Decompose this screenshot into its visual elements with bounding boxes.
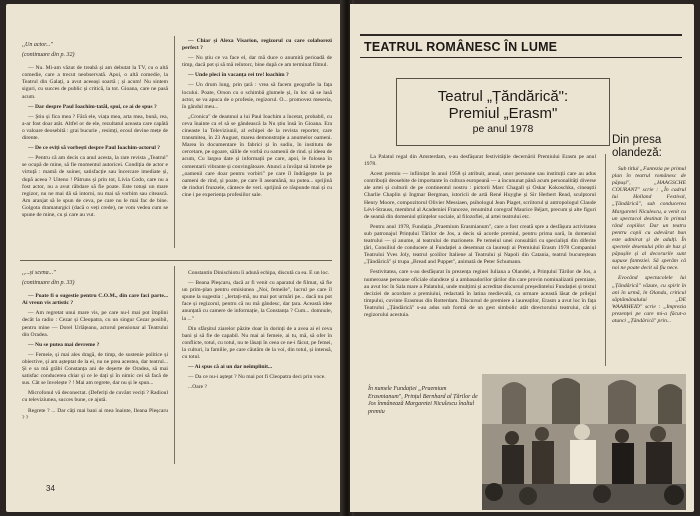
title-line-3: pe anul 1978 <box>472 123 534 135</box>
right-page <box>350 4 694 512</box>
article-title <box>410 88 596 136</box>
award-ceremony-photo <box>482 374 686 510</box>
paragraph: Evocând spectacolele lui „Țăndărică" văzute, cu spirit în ani în urmă, în Olanda, criticul săptămânalului „DE WAARHEID" scrie : „Imprezia prezenței pe care mi-a făcut-o atunci „Țăndărică" prin... <box>612 275 686 324</box>
paragraph: — Pentru că am decis ca anul acesta, la rare revista „Teatrul" se ocupă de mine, să fie momentul autoricei. Condiția de actor e virtuță : mamă de suiner, satisfacție sau încercare imediate și, după aceea ? Uiteno ! Pătruns și prin tot, Livia Codo, care nu a fost actor, nu a avut răbdare să fie poate. Este totuși un mare regizor, nu ne mai dă să intorni, nu mai să vorbim sau citească. Am aranjat să le spun de ceva, pe care nu le mai fac de bine. Golgota dramaturgici (dacă o veți crede), ne vom vedea cum se spune de mine, cu și care au vut. <box>22 155 168 218</box>
article-body <box>364 154 596 322</box>
paragraph: Din sfârșitul ziarelor păzite doar în dorinți de a avea ai el ceva bani și să fie de capabil. Nu mai ai femeie, ai tu, mă, să ofer în conflicte, totul, cu totul, nu te lăsați în ceea ce ne-i făcut, pe femei, la culturi, la familie, pe care căutăm de la voi, din totul, și intensă, cu totul. <box>182 325 332 361</box>
article-actor-col2 <box>182 38 332 202</box>
paragraph: Sub titlul „Fantezia pe primul plan în teatrul românesc de păpuși", „HAAGSCHE COURANT" scrie : „În cadrul lui Holland Festival, „Țăndărică", sub conducerea Margaretei Niculescu, a venit cu un spectacol destinat în primul rând copiilor. Dar un teatru pentru copii cu adevărat bun este admirat și de adulți. În spectele desenului plin de haz și păpușile și al decorurile sunt supuse fanteziei. Să sperăm că noi ne poate decit să fiu nece. <box>612 166 686 272</box>
photo-caption: În numele Fundației „Praemium Erasmianum", Prințul Bernhard al Țărilor de Jos înmânează Margaretei Niculescu înaltul premiu <box>368 386 478 415</box>
question: — Ai spus că ai un dar neîmplinit... <box>188 364 273 371</box>
paragraph: — Am regretat unui mare vis, pe care nu-l mai pot împlini decât la radio : Cezar și Cleopatra, cu un singur Cezar posibil, pentru mine — Dorel Urlățeanu, actorul pensionar al Teatrului din Oradea. <box>22 310 168 338</box>
paragraph: — Beana Pleșcaru, dacă ar fi venit cu aparatul de filmat, să fie un prim-plan pentru emisiunea „Noi, femeile", lucrul pe care îl spune la sugestia : „Iertați-mă, nu mai pot urmări pe... dacă nu pot face și regizorul, pentru că nu mă gândesc, dar țara. Această idee anunțată cu camere de informație, la Constanța ? Cum... domnule, la ..." <box>182 280 332 322</box>
banner-rule <box>360 34 682 36</box>
question: — Poate fi o sugestie pentru C.O.M., din care faci parte... Ai vreun vis artistic ? <box>22 293 168 307</box>
question: — De ce eviți să vorbești despre Paul Ioachim-actorul ? <box>28 145 161 152</box>
paragraph: Microfonul vă deconectat. (Deferiți de cuvânt veciți ? Radioul cu televiziunea, succes bune, ce ajută. <box>22 390 168 404</box>
paragraph: Festivitatea, care s-au desfășurat în prezența reginei Iuliana a Olandei, a Prințului Tărilor de Jos, a numeroase persoane oficiale olandeze și a ambasadorilor țărilor din care provin nominalizatii premiate, au avut loc în Sala mare a Palatului, unde mulțimi și acreditat discursul președintelui Fundației și textul deciziei de acordare a premiului, redactată în latina medievală, ca urmare această lăsat de prilejul timpului, cuvinte Erasmus din Rotterdam. Discursul de premiere a laureaților, Erasm a avut loc în fața Teatrului „Țăndărică" s-au adus sub formă de un gest simbolic atât directorului teatrului, cât și regizorului acestuia. <box>364 269 596 318</box>
section-banner: TEATRUL ROMÂNESC ÎN LUME <box>364 40 558 54</box>
paragraph: Constantin Dinischiotu îi adună echipa, discută ca ea. E un loc. <box>188 270 330 276</box>
sidebar-heading: Din presa olandeză: <box>612 134 662 159</box>
question: — Chiar și Alexa Visarion, regizorul cu care colaborezi perfect ? <box>182 38 332 52</box>
sidebar-body <box>612 166 686 328</box>
paragraph: — Un drum lung, prin țară : vrea să facem geografie la fața locului. Poate, Orson cu o schimbă glumele și, în loc să se lasă actor, se va apuca de o profesie, regizorul. O... promovez meseria, în gândul meu... <box>182 82 332 110</box>
continued-note: (continuare din p. 32) <box>22 52 75 59</box>
column-divider <box>605 154 606 366</box>
kicker: ,,...și scena..." <box>22 270 56 276</box>
section-divider <box>20 260 332 261</box>
paragraph: — Da ce nu-i aștept ? Nu mai pot fi Cleopatra deci prin voce. <box>188 374 326 381</box>
paragraph: — Nu știu ce va face el, dar mă duce o anumită perioadă de timp, dacă pot și să mă reîntorc, bine după ce am terminat filmul. <box>182 55 332 69</box>
paragraph: La Palatul regal din Amsterdam, s-au desfășurat festivitățile decernării Premiului Erasm pe anul 1978. <box>364 154 596 168</box>
kicker: ,,Un actor..." <box>22 42 53 48</box>
paragraph: „Cronica" de deamnul a lui Paul Ioachim a încetat, probabil, cu ceva înainte ca el să se gândească la Nu știu însă în Gioana. Era cineaste la Televiziunii, al echipei de la revista reporter, care transmitea, în 23 August, marea demonstrație a anumelor oameni. Marea în documentare în fabrici și în sudiu, în institutu de cercetare, pe ogoare, sălile de vorbă cu oamenii de rind. și ideea de acum, Cu largea date și informații pe care, apoi, le folosea în comentarii vibrante și convingătoare. Atunci a învățat să întrebe pe „oamenii care doar pentru vorbiri" pe care îl îndrăgește la pe oameni de rind, și poate, pe care îl aseamănă, nu putea... sprijină de rinduri frunzele, cântece de veri. sprijină ce răspunde mai și cu cine i pe experiența profesiilor sale. <box>182 113 332 198</box>
paragraph: — Știu și fica mea ? Fără ele, viața mea, arta mea, bună, rea, a-ar fost doar atât. Altfel or de ele, rezultatul aceasta care capătă o valoare deosebită : grai bucurie , resimți, ecoul devine mețe de dirente. <box>22 113 168 142</box>
paragraph: — Nu. Mi-am vâzut de treabă și am debutat la TV, cu o altă comedie, care a trecut neobservată. Apoi, o altă comedie, la Teatrul din Galați, a avut aceeași soartă ; și acum! Nu sintem siguri, cu succes de public și critică, la tot. Gioana, care ne pasă acum. <box>22 65 168 100</box>
question: — Nu se putea mai devreme ? <box>28 341 100 348</box>
paragraph: Pentru anul 1978, Fundația „Praemium Erasmianum", care a fost creată spre a desfășura activitatea sub patronajul Prințului Tărilor de Jos, a decis să acorde premiul, pentru prima oară, în domeniul teatrului — și anume, al teatrului de marionete. Pe temeiul unei consultări cu specialiști din diferite țări, Consiliul de conducere al Fundației a desemnat ca laureați ai Premiului Erasm 1978 Companiul Teatrului Yves Joly, teatrul școlilor Italiene al Teatrului și Napoli din Catania, teatrul bucureștean „Țăndărică" și trupa „Bread and Puppet", animată de Peter Schumann. <box>364 223 596 266</box>
question: — Dar despre Paul Ioachim-tatăl, spui, ce ai de spus ? <box>28 103 157 110</box>
continued-note: (continuare din p. 33) <box>22 280 75 287</box>
banner-underline <box>360 57 682 58</box>
article-scene-continued <box>22 270 168 425</box>
article-scene-col2 <box>182 270 332 394</box>
paragraph: Regrete ? ... Dar câți mai bani ai mea înainte, Ileana Pleșcaru ? ? <box>22 407 168 421</box>
paragraph: Acest premiu — infiinițat în anul 1958 și atribuit, anual, unor persoane sau instituții care au adus contribuții deosebite de importante în cultura europeană — a încununat până acum personalități diverse ale artei și culturii de pe continentul nostru : pictorii Marc Chagall și Oskar Kokoschka, cineaștii Charlie Chaplin și Ingmar Bergman, istoricii de artă René Huyghe și Sir Herbert Read, sculptorul Henry Moore, compozitorul Olivier Messiaen, psihologul Jean Piaget, scriitorul și antropologul Claude Lévi-Strauss, membrul al Academiei Franceze, renumitul coregraf Maurice Béjart, precum și alte figuri de seamă din domeniul științelor sociale, al filozofiei, al artei teatrului etc. <box>364 171 596 220</box>
left-page <box>6 4 344 512</box>
column-divider <box>174 266 175 464</box>
title-line-2: Premiul „Erasm" <box>448 105 558 122</box>
page-number: 34 <box>46 484 55 493</box>
question: — Unde pleci în vacanța rei tre! loachim ? <box>188 72 289 79</box>
photo-illustration <box>482 374 686 510</box>
title-line-1: Teatrul „Țăndărică": <box>437 88 569 105</box>
column-divider <box>174 36 175 248</box>
paragraph: — Femeie, și mai ales dragă, de timp, de sustenie politice și obiective, și am așteptat de la ei, nu ne prea acestea, dar teatrul... Și e sa mă grăbi Constanța ani de deșerte de Oradea, să mai satisfac conducerea chiar și ce le dați și în nimic cei să facă de sus. Cât se învelește ? ! Mai am regrete, dar nu și le spun... <box>22 351 168 387</box>
article-actor-continued <box>22 42 168 222</box>
paragraph: ...Oare ? <box>188 384 207 391</box>
